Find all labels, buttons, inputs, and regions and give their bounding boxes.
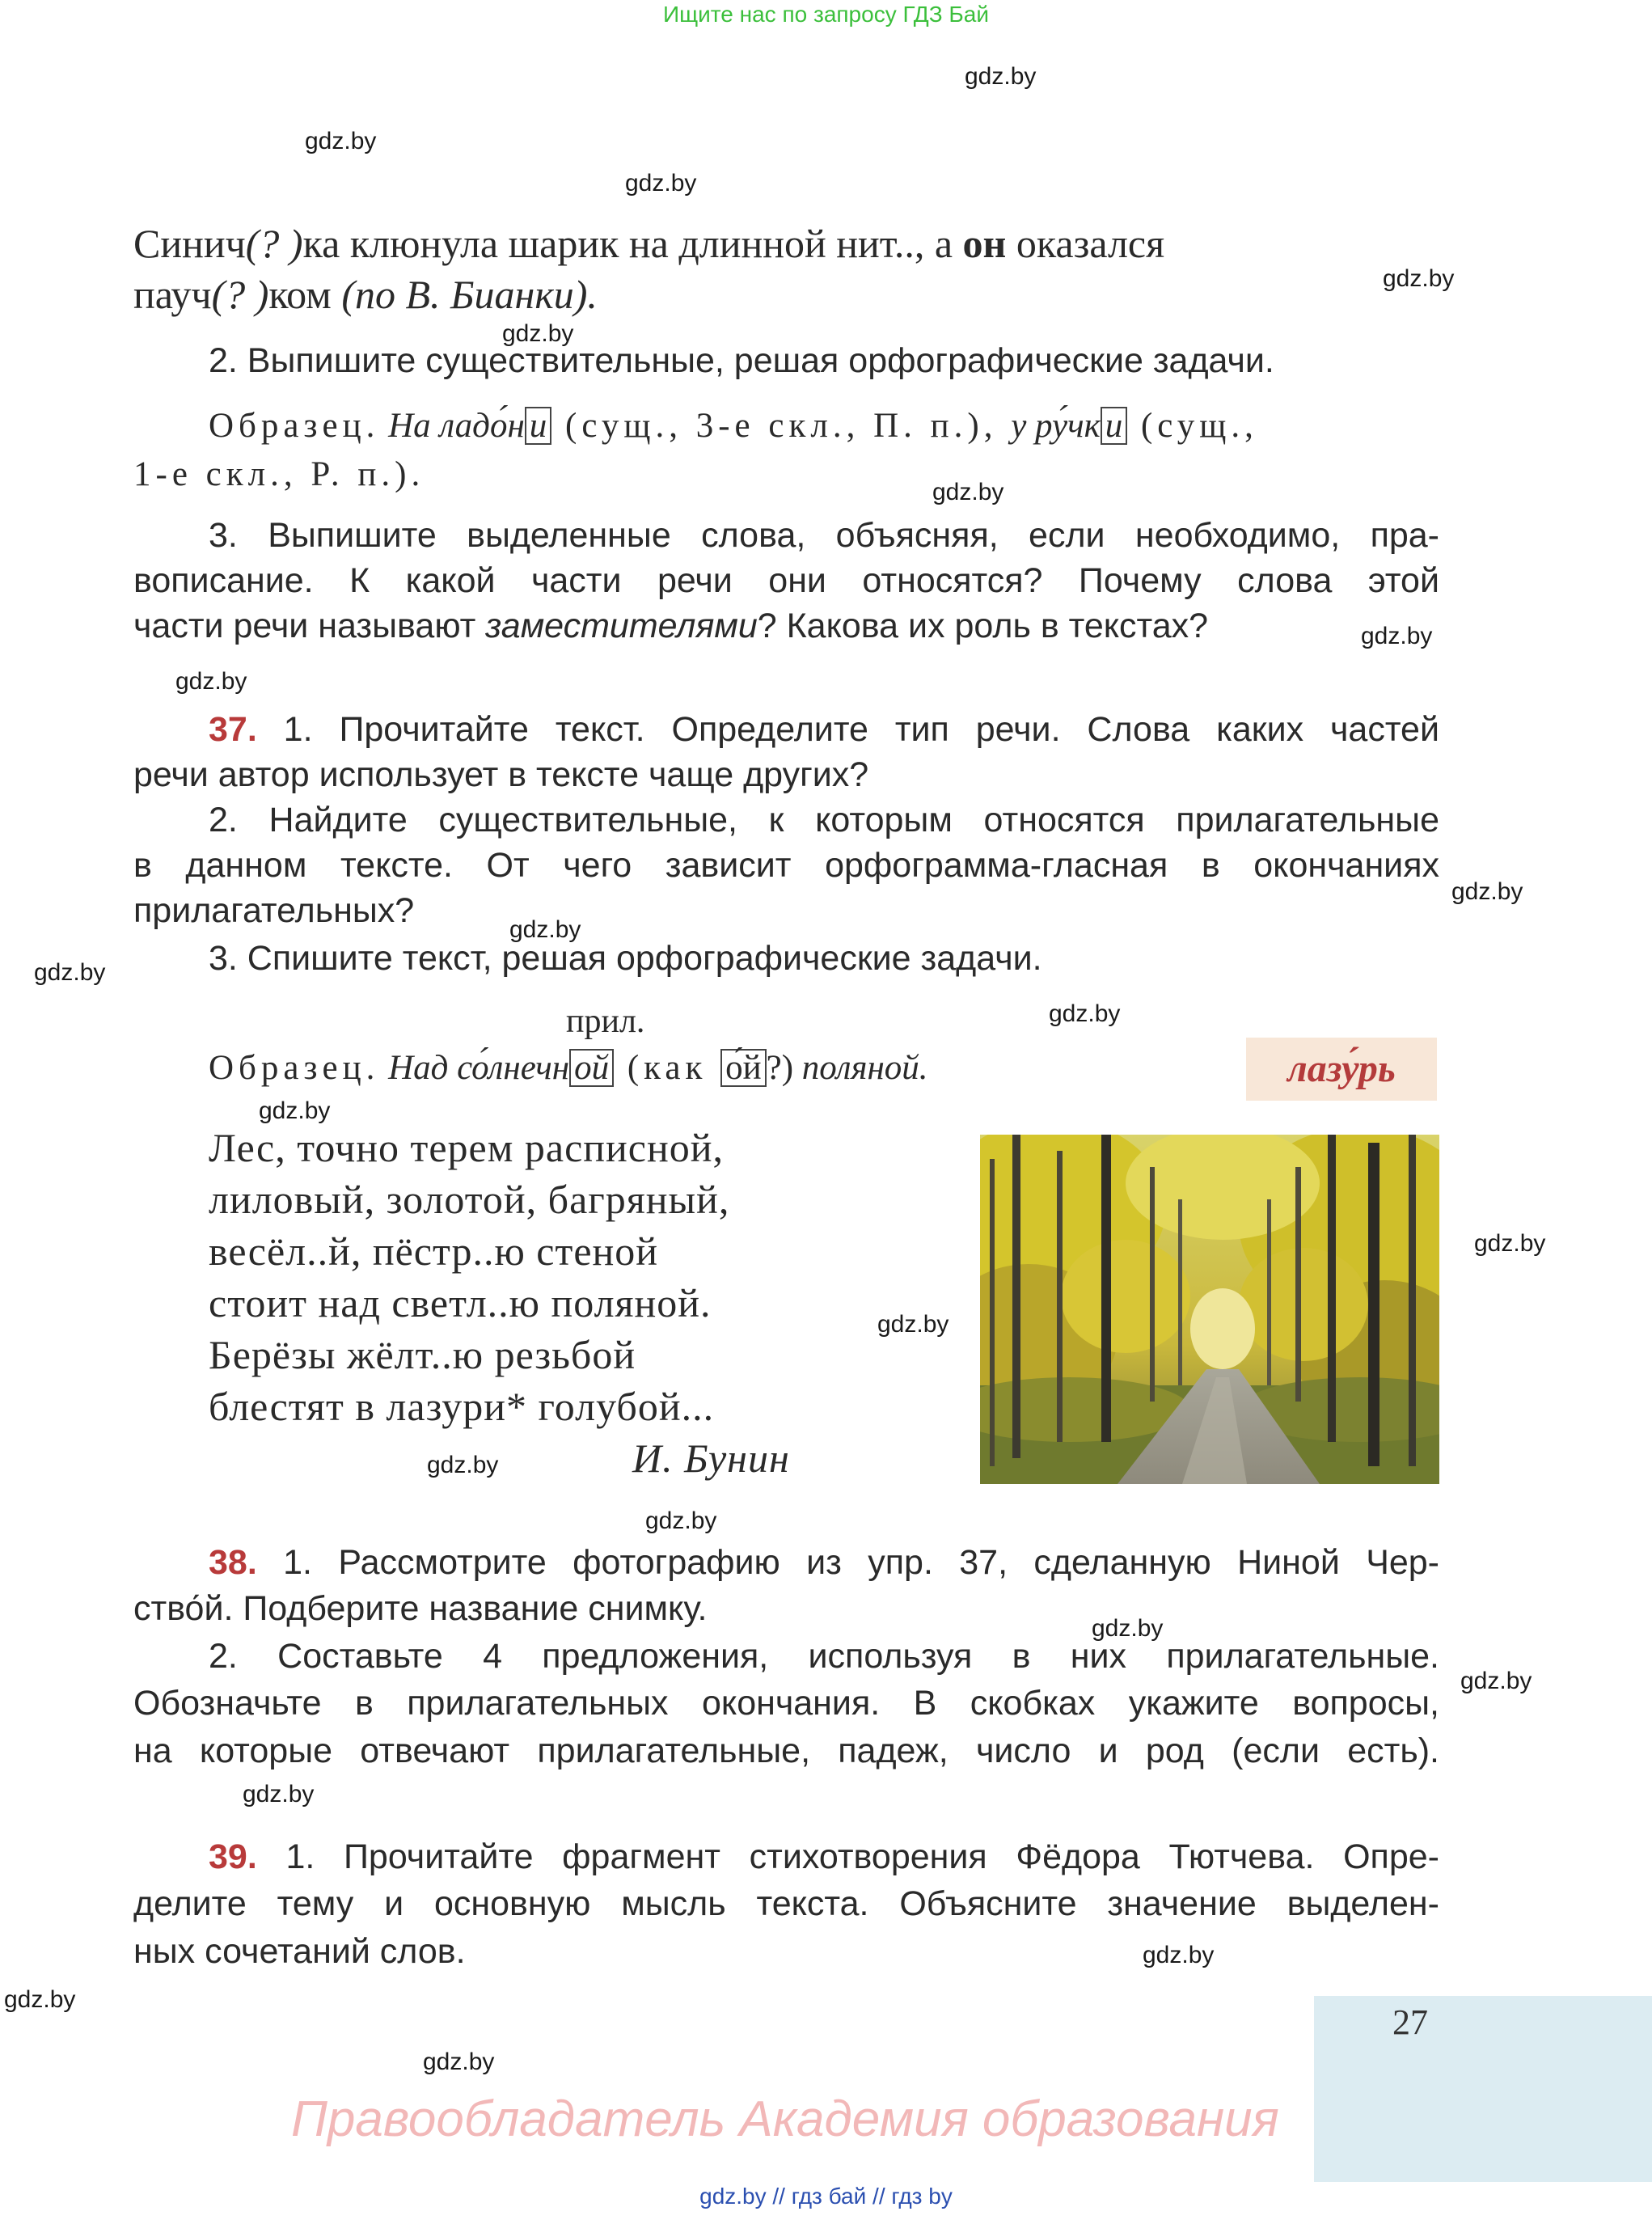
watermark: gdz.by xyxy=(502,320,574,347)
watermark: gdz.by xyxy=(175,668,247,695)
exercise-number: 39. xyxy=(209,1837,257,1876)
sample-36-line-2: 1-е скл., Р. п.). xyxy=(133,455,425,493)
watermark: gdz.by xyxy=(305,128,377,154)
watermark: gdz.by xyxy=(509,916,581,943)
poem-line: Лес, точно терем расписной, xyxy=(209,1125,724,1170)
ex38-task-1-line-1: 38. 1. Рассмотрите фотографию из упр. 37, сделанную Ниной Чер- xyxy=(209,1543,1439,1582)
vocabulary-word: лазу́рь xyxy=(1246,1038,1437,1101)
watermark: gdz.by xyxy=(1451,878,1523,905)
task-3-line-2: вописание. К какой части речи они относятся? Почему слова этой xyxy=(133,561,1439,600)
watermark: gdz.by xyxy=(877,1311,949,1338)
watermark: gdz.by xyxy=(423,2049,495,2075)
ex37-task-3: 3. Спишите текст, решая орфографические задачи. xyxy=(209,939,1042,978)
watermark: gdz.by xyxy=(34,959,106,986)
poem-line: лиловый, золотой, багряный, xyxy=(209,1177,730,1222)
poem-line: Берёзы жёлт..ю резьбой xyxy=(209,1332,636,1377)
ex38-task-2-line-3: на которые отвечают прилагательные, падеж, число и род (если есть). xyxy=(133,1731,1439,1770)
ex37-task-1-line-1: 37. 1. Прочитайте текст. Определите тип речи. Слова каких частей xyxy=(209,710,1439,749)
ex38-task-2-line-2: Обозначьте в прилагательных окончания. В скобках укажите вопросы, xyxy=(133,1684,1439,1723)
ex37-task-2-line-1: 2. Найдите существительные, к которым относятся прилагательные xyxy=(209,801,1439,839)
watermark: gdz.by xyxy=(1092,1615,1164,1642)
ex37-task-2-line-2: в данном тексте. От чего зависит орфограмма-гласная в окончаниях xyxy=(133,846,1439,885)
ex39-task-1-line-2: делите тему и основную мысль текста. Объясните значение выделен- xyxy=(133,1884,1439,1923)
ex38-task-2-line-1: 2. Составьте 4 предложения, используя в них прилагательные. xyxy=(209,1637,1439,1676)
sample-37: Образец. Над со́лнечн ой (как о́й ?) поляной. xyxy=(209,1049,928,1087)
watermark: gdz.by xyxy=(1049,1000,1121,1027)
page-number: 27 xyxy=(1392,2002,1428,2042)
page-number-tab xyxy=(1314,1996,1652,2182)
watermark: gdz.by xyxy=(645,1507,717,1534)
watermark: gdz.by xyxy=(932,479,1004,505)
watermark: gdz.by xyxy=(4,1986,76,2013)
exercise-number: 37. xyxy=(209,710,257,749)
autumn-forest-photo xyxy=(980,1135,1439,1484)
intro-line-2: пауч(? )ком (по В. Бианки). xyxy=(133,272,598,317)
ex37-task-2-line-3: прилагательных? xyxy=(133,891,415,930)
ex38-task-1-line-2: ство́й. Подберите название снимку. xyxy=(133,1589,708,1628)
top-banner[interactable]: Ищите нас по запросу ГДЗ Бай xyxy=(662,2,990,27)
sample-36: Образец. На ладо́н и (сущ., 3-е скл., П. п.), у ру́чк и (сущ., xyxy=(209,407,1258,445)
exercise-number: 38. xyxy=(209,1543,257,1582)
watermark: gdz.by xyxy=(259,1097,331,1124)
ex39-task-1-line-3: ных сочетаний слов. xyxy=(133,1932,466,1971)
watermark: gdz.by xyxy=(1474,1230,1546,1257)
watermark: gdz.by xyxy=(625,170,697,197)
watermark: gdz.by xyxy=(1383,265,1455,292)
intro-line-1: Синич(? )ка клюнула шарик на длинной нит.., а он оказался xyxy=(133,221,1165,266)
watermark: gdz.by xyxy=(1460,1668,1532,1694)
task-2: 2. Выпишите существительные, решая орфографические задачи. xyxy=(209,341,1274,380)
ex39-task-1-line-1: 39. 1. Прочитайте фрагмент стихотворения Фёдора Тютчева. Опре- xyxy=(209,1837,1439,1876)
footer-links[interactable]: gdz.by // гдз бай // гдз by xyxy=(699,2184,953,2209)
copyright-watermark: Правообладатель Академия образования xyxy=(291,2091,1279,2147)
poem-line: блестят в лазури* голубой... xyxy=(209,1384,715,1429)
watermark: gdz.by xyxy=(1143,1942,1215,1968)
watermark: gdz.by xyxy=(243,1781,315,1808)
task-3-line-3: части речи называют заместителями? Какова их роль в текстах? xyxy=(133,607,1209,645)
sample-37-superscript: прил. xyxy=(566,1003,645,1040)
poem-line: стоит над светл..ю поляной. xyxy=(209,1280,712,1326)
task-3-line-1: 3. Выпишите выделенные слова, объясняя, если необходимо, пра- xyxy=(209,516,1439,555)
watermark: gdz.by xyxy=(1361,623,1433,649)
ex37-task-1-line-2: речи автор использует в тексте чаще других? xyxy=(133,755,869,794)
watermark: gdz.by xyxy=(427,1452,499,1478)
watermark: gdz.by xyxy=(965,63,1037,90)
poem-line: весёл..й, пёстр..ю стеной xyxy=(209,1228,659,1274)
poem-author: И. Бунин xyxy=(632,1435,790,1481)
